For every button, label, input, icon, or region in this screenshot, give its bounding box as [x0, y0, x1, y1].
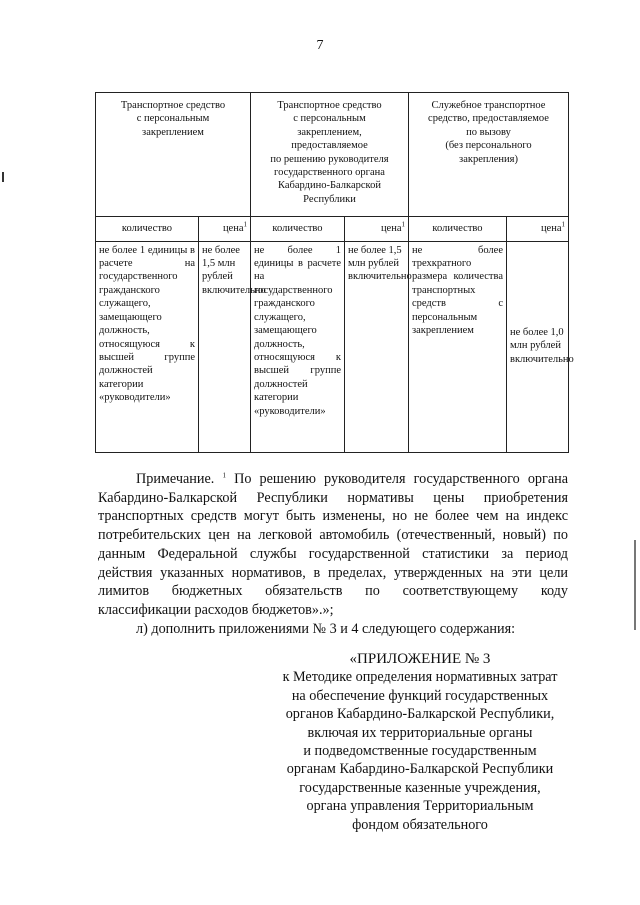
cell-col2-quantity: не более 1 единицы в расчете на государственного гражданского служащего, замещающего должность, относящуюся к высшей группе должностей категории «руководители»	[251, 241, 345, 452]
subheader-price: цена$^1$	[345, 217, 409, 241]
cell-col1-quantity: не более 1 единицы в расчете на государственного гражданского служащего, замещающего должность, относящуюся к высшей группе должностей категории «руководители»	[96, 241, 199, 452]
note-paragraph: Примечание. $^1$ По решению руководителя государственного органа Кабардино-Балкарской Республики нормативы цены приобретения транспортных средств могут быть изменены, но не более чем на индекс потребительских цен на легковой автомобиль (отечественный, новый) по данным Федеральной службы государственной статистики за период действия указанных нормативов, в пределах, утвержденных на эти цели лимитов бюджетных обязательств по соответствующему коду классификации расходов бюджетов».»;	[98, 471, 569, 618]
subheader-price: цена$^1$	[507, 217, 569, 241]
header-personal-vehicle-by-decision: Транспортное средство с персональным закреплением, предоставляемое по решению руководителя государственного органа Кабардино-Балкарской Республики	[251, 93, 409, 217]
appendix-line: органам Кабардино-Балкарской Республики	[286, 761, 554, 778]
appendix-line: к Методике определения нормативных затрат	[282, 669, 558, 686]
subheader-price: цена$^1$	[199, 217, 251, 241]
page-number: 7	[316, 38, 324, 53]
vehicle-norms-table	[95, 92, 574, 453]
subheader-quantity: количество	[409, 217, 507, 241]
subheader-quantity: количество	[251, 217, 345, 241]
item-l-paragraph: л) дополнить приложениями № 3 и 4 следующего содержания:	[136, 620, 516, 637]
cell-col2-price: не более 1,5 млн рублей включительно	[345, 241, 409, 452]
appendix-line: на обеспечение функций государственных	[291, 687, 549, 704]
note-block	[98, 470, 568, 638]
appendix-line: государственные казенные учреждения,	[299, 779, 541, 796]
cell-col1-price: не более 1,5 млн рублей включительно	[199, 241, 251, 452]
appendix-line: включая их территориальные органы	[307, 724, 533, 741]
appendix-line: органа управления Территориальным	[306, 798, 534, 815]
cell-col3-quantity: не более трехкратного размера количества транспортных средств с персональным закреплением	[409, 241, 507, 452]
scan-edge-mark	[2, 172, 4, 182]
appendix-header	[260, 650, 580, 834]
header-personal-vehicle: Транспортное средство с персональным закреплением	[96, 93, 251, 217]
scan-edge-mark	[634, 540, 636, 630]
appendix-line: фондом обязательного	[352, 816, 488, 833]
appendix-line: и подведомственные государственным	[303, 743, 537, 760]
cell-col3-price: не более 1,0 млн рублей включительно	[507, 241, 569, 452]
appendix-title: «ПРИЛОЖЕНИЕ № 3	[349, 651, 491, 667]
header-on-call-vehicle: Служебное транспортное средство, предоставляемое по вызову (без персонального закрепления)	[409, 93, 569, 217]
appendix-line: органов Кабардино-Балкарской Республики,	[285, 706, 555, 723]
subheader-quantity: количество	[96, 217, 199, 241]
